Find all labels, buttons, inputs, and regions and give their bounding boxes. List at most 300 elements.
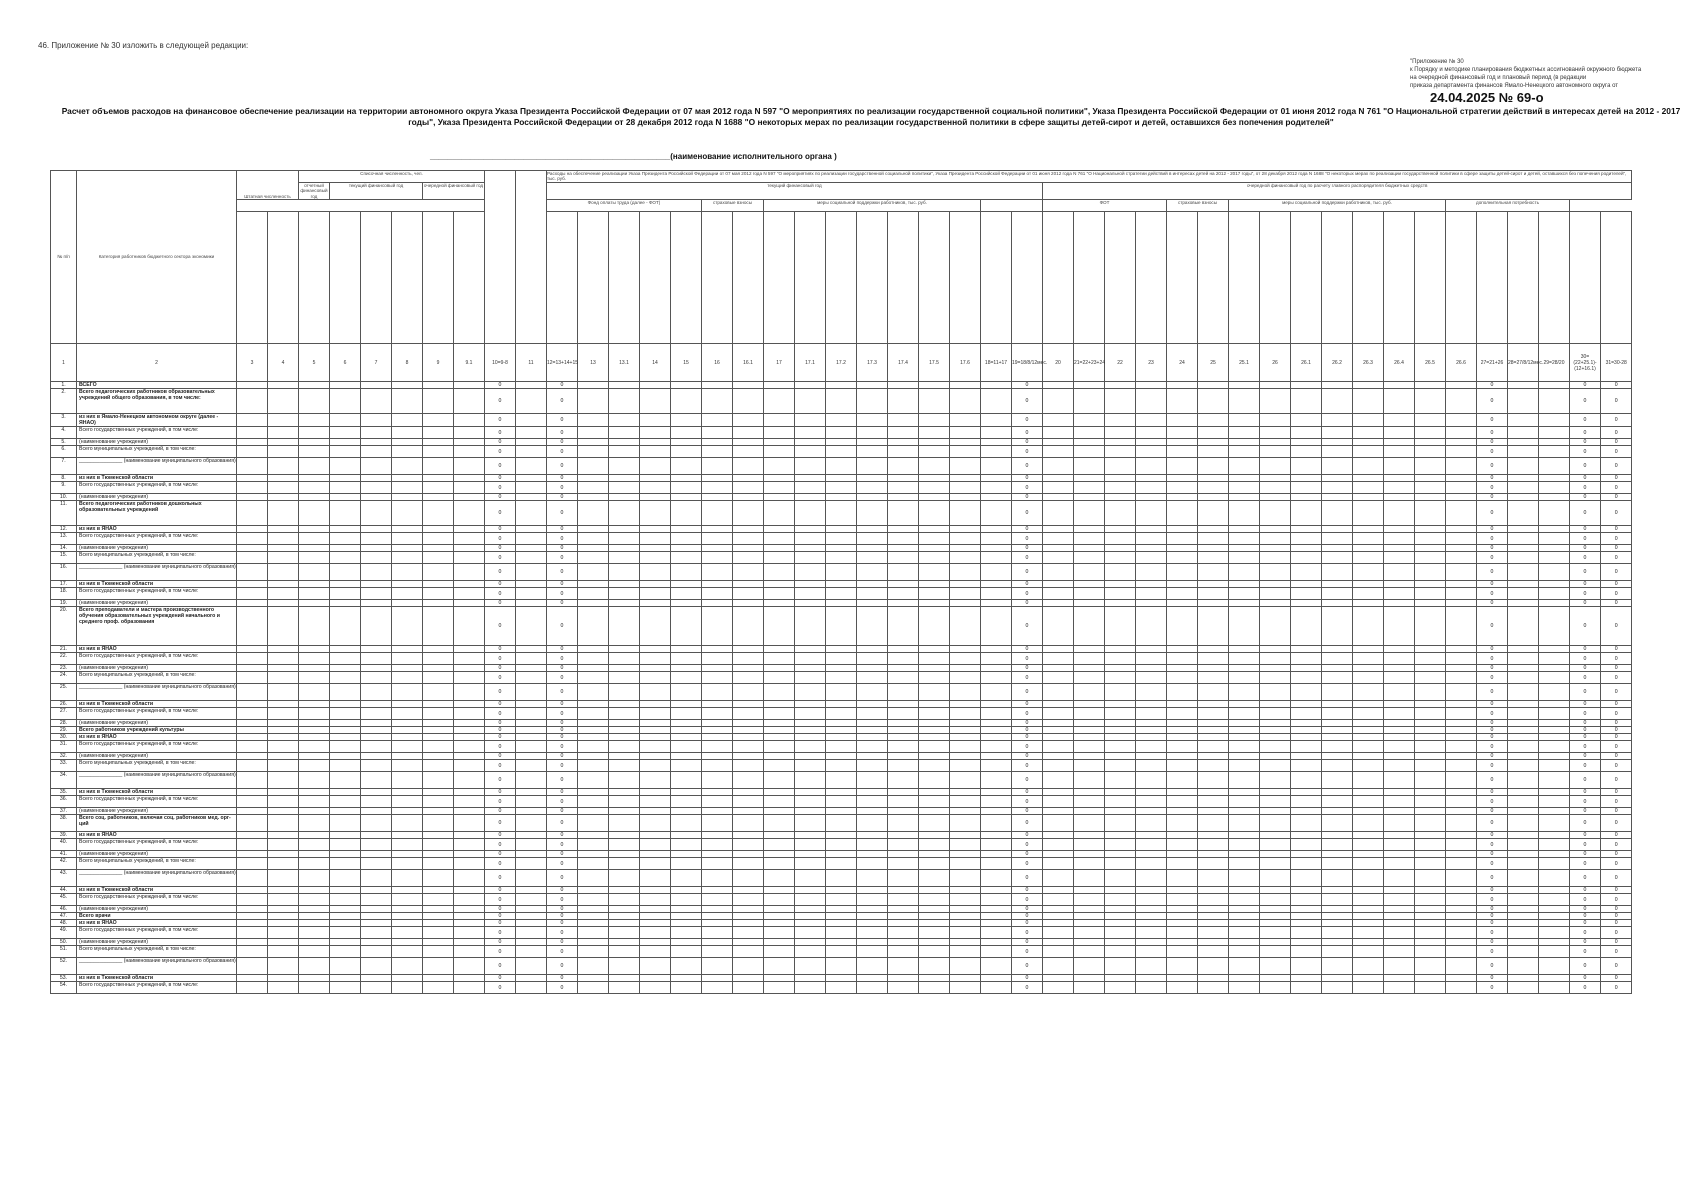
zero-value-cell: 0 [485,581,516,588]
row-number: 25. [51,684,77,701]
empty-cell [516,708,547,720]
empty-cell [1384,382,1415,389]
empty-cell [578,600,609,607]
empty-cell [1539,920,1570,927]
zero-value-cell: 0 [547,389,578,414]
empty-cell [1539,870,1570,887]
empty-cell [981,808,1012,815]
empty-cell [1167,494,1198,501]
empty-cell [361,701,392,708]
zero-value-cell: 0 [1570,975,1601,982]
row-category: (наименование учреждения) [77,545,237,552]
empty-cell [640,427,671,439]
empty-cell [764,672,795,684]
empty-cell [764,741,795,753]
calculation-table [50,170,1632,994]
empty-cell [1198,894,1229,906]
empty-cell [1229,920,1260,927]
empty-cell [1229,665,1260,672]
zero-value-cell: 0 [547,684,578,701]
column-number: 17.3 [857,344,888,382]
empty-cell [764,815,795,832]
zero-value-cell: 0 [1601,939,1632,946]
zero-value-cell: 0 [1601,753,1632,760]
zero-value-cell: 0 [1012,741,1043,753]
empty-cell [299,927,330,939]
empty-cell [237,482,268,494]
row-number: 40. [51,839,77,851]
empty-cell [702,939,733,946]
zero-value-cell: 0 [1570,808,1601,815]
row-number: 52. [51,958,77,975]
empty-cell [1229,545,1260,552]
empty-cell [423,458,454,475]
empty-cell [919,727,950,734]
empty-cell [1136,446,1167,458]
empty-cell [1043,720,1074,727]
empty-cell [237,494,268,501]
empty-cell [1043,894,1074,906]
empty-cell [733,760,764,772]
empty-cell [1105,653,1136,665]
empty-cell [392,839,423,851]
empty-cell [1415,727,1446,734]
empty-cell [1167,672,1198,684]
empty-cell [1167,720,1198,727]
empty-cell [919,789,950,796]
empty-cell [1260,927,1291,939]
empty-cell [950,720,981,727]
empty-cell [919,946,950,958]
empty-cell [516,588,547,600]
empty-cell [423,906,454,913]
empty-cell [1508,734,1539,741]
empty-cell [702,906,733,913]
empty-cell [1415,458,1446,475]
empty-cell [454,665,485,672]
empty-cell [1508,684,1539,701]
empty-cell [268,533,299,545]
empty-cell [1539,741,1570,753]
empty-cell [640,600,671,607]
empty-cell [1446,760,1477,772]
table-row [51,672,1632,684]
empty-cell [609,475,640,482]
empty-cell [826,665,857,672]
empty-cell [1322,839,1353,851]
empty-cell [1043,815,1074,832]
empty-cell [299,458,330,475]
empty-cell [1167,927,1198,939]
empty-cell [423,815,454,832]
empty-cell [516,581,547,588]
empty-cell [1415,701,1446,708]
empty-cell [1539,701,1570,708]
empty-cell [764,734,795,741]
zero-value-cell: 0 [485,672,516,684]
empty-cell [640,796,671,808]
zero-value-cell: 0 [547,982,578,994]
empty-cell [1446,672,1477,684]
empty-cell [1229,446,1260,458]
empty-cell [795,446,826,458]
empty-cell [1322,526,1353,533]
empty-cell [1322,789,1353,796]
empty-cell [981,427,1012,439]
empty-cell [826,684,857,701]
zero-value-cell: 0 [1012,920,1043,927]
empty-cell [1260,870,1291,887]
row-category: Всего работников учреждений культуры [77,727,237,734]
empty-cell [1105,552,1136,564]
zero-value-cell: 0 [1012,734,1043,741]
empty-cell [1446,701,1477,708]
empty-cell [919,382,950,389]
zero-value-cell: 0 [1601,815,1632,832]
empty-cell [733,446,764,458]
empty-cell [361,982,392,994]
empty-cell [1136,887,1167,894]
empty-cell [609,741,640,753]
empty-cell [578,581,609,588]
empty-cell [1384,665,1415,672]
empty-cell [1043,741,1074,753]
empty-cell [1415,526,1446,533]
empty-cell [795,482,826,494]
zero-value-cell: 0 [1012,946,1043,958]
empty-cell [454,475,485,482]
empty-cell [1446,446,1477,458]
empty-cell [981,458,1012,475]
zero-value-cell: 0 [547,753,578,760]
col-header-social-next: меры социальной поддержки работников, тыс. руб. [1229,200,1446,212]
empty-cell [299,501,330,526]
empty-cell [1291,414,1322,427]
empty-cell [919,588,950,600]
empty-cell [299,975,330,982]
empty-cell [981,600,1012,607]
empty-cell [237,958,268,975]
empty-cell [1260,545,1291,552]
zero-value-cell: 0 [1012,581,1043,588]
empty-cell [609,858,640,870]
empty-cell [1229,894,1260,906]
empty-cell [330,958,361,975]
zero-value-cell: 0 [485,858,516,870]
empty-cell [1198,653,1229,665]
table-row [51,588,1632,600]
empty-cell [392,920,423,927]
empty-cell [1105,684,1136,701]
empty-cell [237,851,268,858]
empty-cell [919,684,950,701]
empty-cell [361,753,392,760]
empty-cell [392,607,423,646]
empty-cell [702,646,733,653]
empty-cell [950,501,981,526]
empty-cell [237,427,268,439]
empty-cell [1074,501,1105,526]
empty-cell [609,446,640,458]
empty-cell [516,607,547,646]
empty-cell [671,982,702,994]
empty-cell [1322,734,1353,741]
table-row [51,796,1632,808]
empty-cell [1508,446,1539,458]
empty-cell [1198,588,1229,600]
empty-cell [1415,982,1446,994]
empty-cell [609,552,640,564]
table-row [51,646,1632,653]
empty-cell [1291,720,1322,727]
empty-cell [423,887,454,894]
empty-cell [950,581,981,588]
empty-cell [1446,741,1477,753]
empty-cell [1322,458,1353,475]
zero-value-cell: 0 [485,894,516,906]
empty-cell [1539,427,1570,439]
empty-cell [516,439,547,446]
empty-cell [1508,796,1539,808]
empty-cell [1136,772,1167,789]
table-row [51,458,1632,475]
empty-cell [1043,389,1074,414]
zero-value-cell: 0 [1012,684,1043,701]
empty-cell [1074,414,1105,427]
empty-cell [950,906,981,913]
empty-cell [1415,796,1446,808]
column-number: 26.5 [1415,344,1446,382]
empty-cell [795,796,826,808]
empty-cell [1198,796,1229,808]
empty-cell [919,427,950,439]
empty-cell [1167,684,1198,701]
empty-cell [1260,815,1291,832]
empty-cell [609,772,640,789]
empty-cell [888,526,919,533]
empty-cell [764,382,795,389]
empty-cell [764,653,795,665]
zero-value-cell: 0 [485,382,516,389]
empty-cell [299,870,330,887]
empty-cell [516,672,547,684]
empty-cell [640,815,671,832]
empty-cell [1415,760,1446,772]
empty-cell [578,526,609,533]
empty-cell [361,796,392,808]
row-category: Всего преподаватели и мастера производственного обучения образовательных учреждений начального и среднего проф. образования [77,607,237,646]
empty-cell [795,646,826,653]
empty-cell [1322,439,1353,446]
empty-cell [1539,552,1570,564]
empty-cell [330,858,361,870]
empty-cell [1198,414,1229,427]
empty-cell [361,734,392,741]
empty-cell [733,887,764,894]
empty-cell [330,727,361,734]
zero-value-cell: 0 [1601,564,1632,581]
empty-cell [1384,870,1415,887]
empty-cell [919,858,950,870]
empty-cell [1229,653,1260,665]
empty-cell [1229,564,1260,581]
empty-cell [950,526,981,533]
empty-cell [1539,588,1570,600]
empty-cell [1353,446,1384,458]
zero-value-cell: 0 [547,727,578,734]
empty-cell [1291,760,1322,772]
zero-value-cell: 0 [1570,653,1601,665]
empty-cell [578,427,609,439]
empty-cell [1291,734,1322,741]
empty-cell [392,684,423,701]
empty-cell [671,526,702,533]
empty-cell [1384,684,1415,701]
empty-cell [330,414,361,427]
zero-value-cell: 0 [1601,708,1632,720]
empty-cell [1446,796,1477,808]
empty-cell [516,789,547,796]
table-row [51,552,1632,564]
empty-cell [1167,665,1198,672]
empty-cell [857,389,888,414]
empty-cell [361,482,392,494]
empty-cell [1384,552,1415,564]
empty-cell [423,946,454,958]
empty-cell [1136,727,1167,734]
empty-cell [330,789,361,796]
empty-cell [1167,789,1198,796]
empty-cell [1136,684,1167,701]
empty-cell [361,832,392,839]
empty-cell [392,564,423,581]
empty-cell [1074,653,1105,665]
zero-value-cell: 0 [547,720,578,727]
empty-cell [857,533,888,545]
empty-cell [1198,727,1229,734]
empty-cell [1384,839,1415,851]
empty-cell [1136,975,1167,982]
empty-cell [1043,958,1074,975]
empty-cell [671,839,702,851]
empty-cell [609,646,640,653]
empty-cell [764,894,795,906]
empty-cell [1322,665,1353,672]
empty-cell [1105,533,1136,545]
zero-value-cell: 0 [1601,808,1632,815]
empty-cell [733,501,764,526]
empty-cell [950,753,981,760]
zero-value-cell: 0 [1601,600,1632,607]
empty-cell [1074,646,1105,653]
empty-cell [268,607,299,646]
zero-value-cell: 0 [1012,701,1043,708]
empty-cell [1043,588,1074,600]
zero-value-cell: 0 [1570,672,1601,684]
empty-cell [423,533,454,545]
row-number: 5. [51,439,77,446]
empty-cell [1136,858,1167,870]
empty-cell [981,581,1012,588]
empty-cell [733,939,764,946]
empty-cell [392,475,423,482]
empty-cell [237,600,268,607]
zero-value-cell: 0 [1570,920,1601,927]
empty-cell [237,894,268,906]
empty-cell [1322,446,1353,458]
empty-cell [1353,414,1384,427]
empty-cell [1446,665,1477,672]
empty-cell [299,494,330,501]
empty-cell [1260,808,1291,815]
empty-cell [1415,389,1446,414]
zero-value-cell: 0 [1477,727,1508,734]
empty-cell [1260,851,1291,858]
empty-cell [516,545,547,552]
zero-value-cell: 0 [1570,906,1601,913]
zero-value-cell: 0 [485,439,516,446]
empty-cell [1353,458,1384,475]
empty-cell [671,753,702,760]
empty-cell [454,458,485,475]
empty-cell [609,600,640,607]
empty-cell [1167,501,1198,526]
empty-cell [1508,815,1539,832]
empty-cell [454,870,485,887]
empty-cell [1260,734,1291,741]
empty-cell [454,958,485,975]
empty-cell [268,684,299,701]
empty-cell [392,526,423,533]
empty-cell [1260,446,1291,458]
empty-cell [299,446,330,458]
empty-cell [826,646,857,653]
empty-cell [392,772,423,789]
table-row [51,533,1632,545]
empty-cell [919,526,950,533]
zero-value-cell: 0 [1012,727,1043,734]
empty-cell [237,446,268,458]
zero-value-cell: 0 [547,494,578,501]
empty-cell [733,653,764,665]
empty-cell [392,832,423,839]
empty-cell [268,927,299,939]
empty-cell [981,939,1012,946]
empty-cell [795,927,826,939]
empty-cell [702,552,733,564]
empty-cell [1415,741,1446,753]
col-header-num: № п/п [51,171,77,344]
empty-cell [1074,982,1105,994]
empty-cell [826,564,857,581]
empty-cell [1508,858,1539,870]
column-number: 12=13+14+15 [547,344,578,382]
empty-cell [1260,672,1291,684]
empty-cell [1415,494,1446,501]
empty-cell [1074,533,1105,545]
empty-cell [1136,482,1167,494]
empty-cell [1446,564,1477,581]
empty-cell [733,588,764,600]
empty-cell [671,906,702,913]
zero-value-cell: 0 [1477,494,1508,501]
empty-cell [423,501,454,526]
empty-cell [237,796,268,808]
zero-value-cell: 0 [1570,389,1601,414]
empty-cell [1229,414,1260,427]
empty-cell [1508,708,1539,720]
row-category: Всего муниципальных учреждений, в том числе: [77,946,237,958]
